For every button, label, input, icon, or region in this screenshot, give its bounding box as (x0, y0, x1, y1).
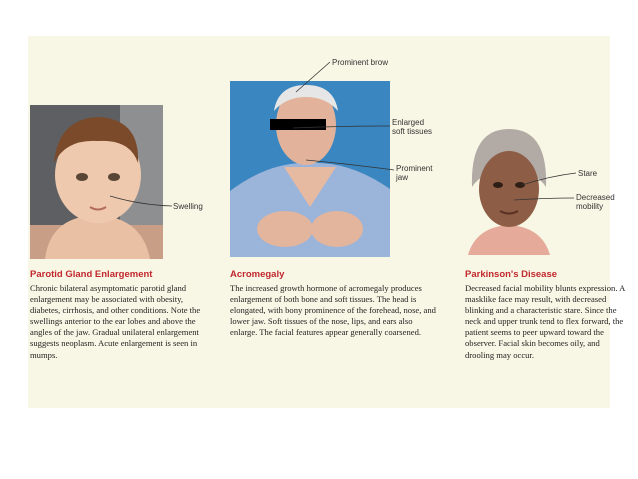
callout-enlarged-soft-tissues: Enlarged soft tissues (392, 118, 433, 136)
callout-prominent-brow: Prominent brow (332, 58, 389, 67)
photo-parotid-child (30, 105, 163, 259)
photo-acromegaly-man (230, 81, 390, 257)
callout-stare: Stare (578, 169, 598, 178)
photo-parkinsons-woman (466, 127, 552, 255)
callout-prominent-jaw: Prominent jaw (396, 164, 433, 182)
body-parotid-gland-enlargement: Chronic bilateral asymptomatic parotid gland enlargement may be associated with obesity, diabetes, cirrhosis, and other conditions. Note the swellings anterior to the ear lobes and above the angles of the jaw. Gradual unilateral enlargement suggests neoplasm. Acute enlargement is seen in mumps. (30, 283, 201, 360)
callout-swelling: Swelling (173, 202, 203, 211)
body-parkinsons-disease: Decreased facial mobility blunts expression. A masklike face may result, with decreased blinking and a characteristic stare. Since the neck and upper trunk tend to flex forward, the patient seems to peer upward toward the observer. Facial skin becomes oily, and drooling may occur. (465, 283, 625, 360)
body-acromegaly: The increased growth hormone of acromegaly produces enlargement of both bone and soft tissues. The head is elongated, with bony prominence of the forehead, nose, and lower jaw. Soft tissues of the nose, lips, and ears also enlarge. The facial features appear generally coarsened. (230, 283, 436, 338)
callout-decreased-mobility: Decreased mobility (576, 193, 615, 211)
title-acromegaly: Acromegaly (230, 269, 285, 280)
title-parkinsons-disease: Parkinson's Disease (465, 269, 558, 280)
title-parotid-gland-enlargement: Parotid Gland Enlargement (30, 269, 153, 280)
